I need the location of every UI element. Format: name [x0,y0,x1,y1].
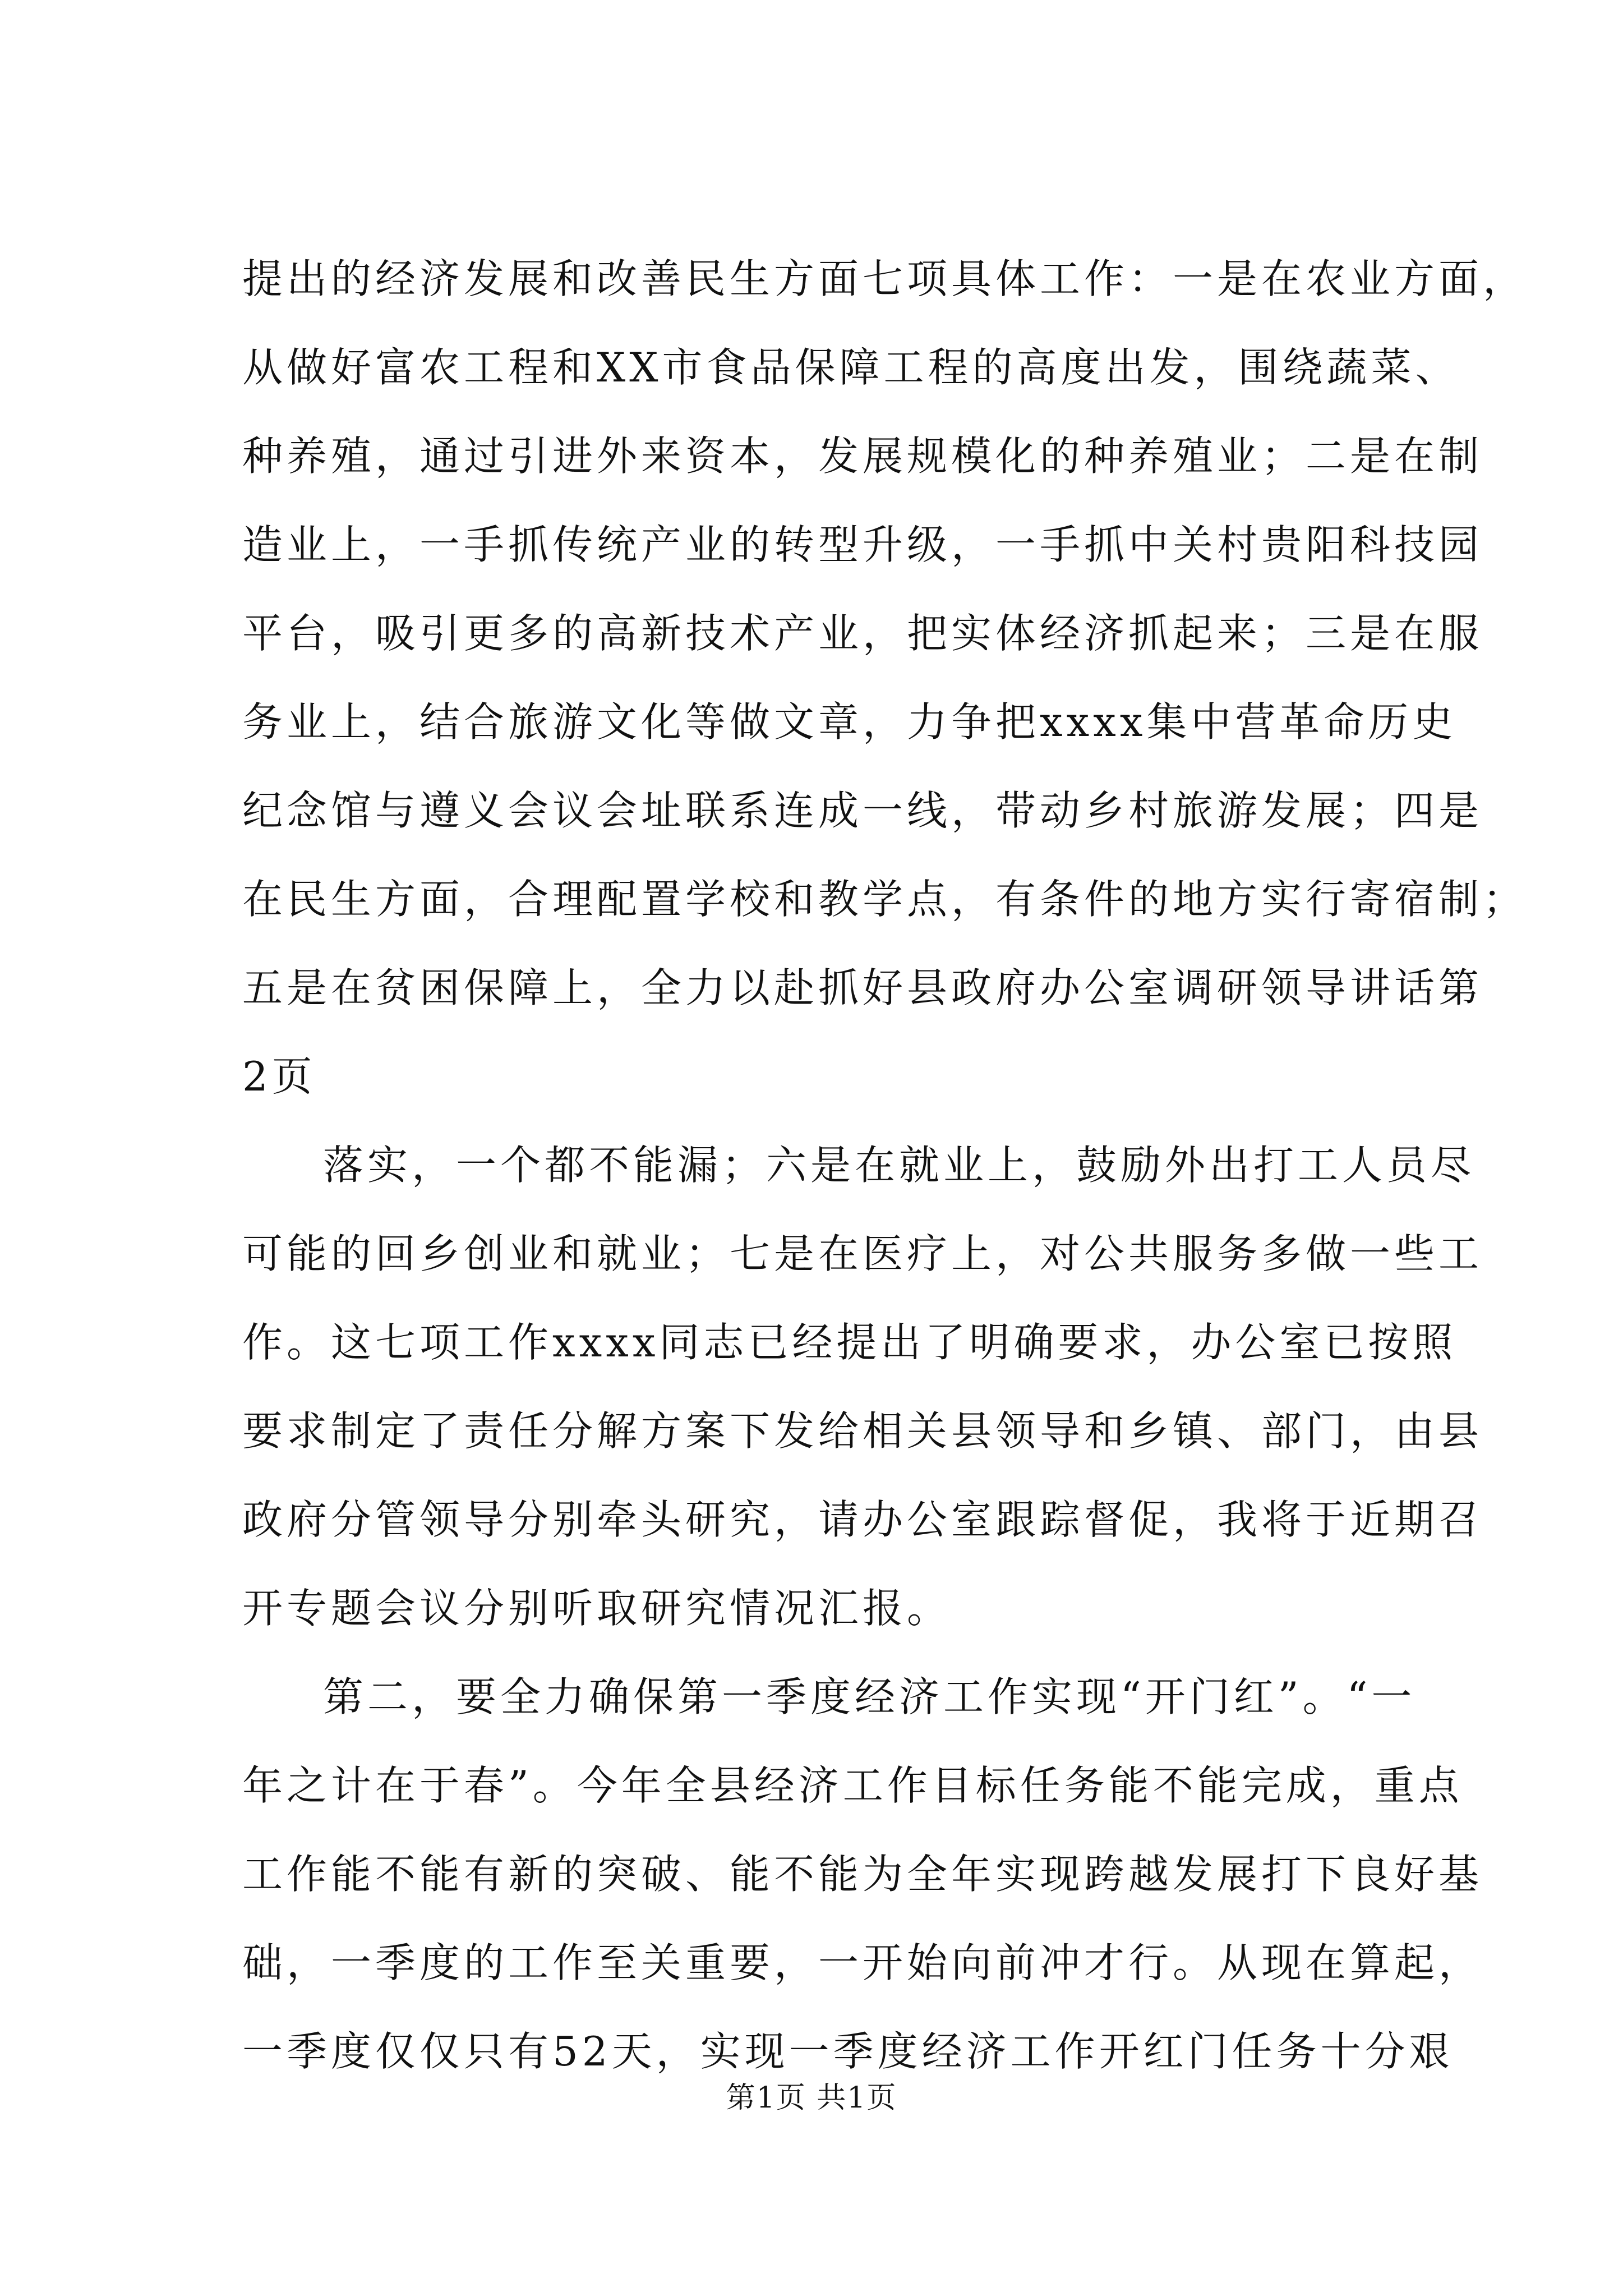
text-line: 五是在贫困保障上，全力以赴抓好县政府办公室调研领导讲话第 [242,964,1483,1011]
text-line: 平台，吸引更多的高新技术产业，把实体经济抓起来；三是在服 [242,610,1483,657]
text-line: 纪念馆与遵义会议会址联系连成一线，带动乡村旅游发展；四是 [242,787,1483,834]
text-line: 政府分管领导分别牵头研究，请办公室跟踪督促，我将于近期召 [242,1496,1483,1543]
text-line: 2页 [242,1053,316,1100]
document-body [242,234,1528,2096]
text-line: 在民生方面，合理配置学校和教学点，有条件的地方实行寄宿制； [242,876,1528,923]
text-line: 年之计在于春”。今年全县经济工作目标任务能不能完成，重点 [242,1762,1463,1809]
text-line: 作。这七项工作xxxx同志已经提出了明确要求，办公室已按照 [242,1319,1457,1366]
text-line: 务业上，结合旅游文化等做文章，力争把xxxx集中营革命历史 [242,698,1457,746]
page-footer: 第1页 共1页 [726,2081,897,2115]
text-line: 提出的经济发展和改善民生方面七项具体工作：一是在农业方面， [242,255,1528,302]
text-line: 造业上，一手抓传统产业的转型升级，一手抓中关村贵阳科技园 [242,521,1483,568]
text-line: 工作能不能有新的突破、能不能为全年实现跨越发展打下良好基 [242,1851,1483,1898]
text-line: 开专题会议分别听取研究情况汇报。 [242,1585,952,1632]
text-line: 要求制定了责任分解方案下发给相关县领导和乡镇、部门，由县 [242,1407,1483,1455]
paragraph-start-line: 第二，要全力确保第一季度经济工作实现“开门红”。“一 [323,1673,1416,1720]
text-line: 一季度仅仅只有52天，实现一季度经济工作开红门任务十分艰 [242,2028,1454,2075]
text-line: 从做好富农工程和XX市食品保障工程的高度出发，围绕蔬菜、 [242,344,1460,391]
text-line: 种养殖，通过引进外来资本，发展规模化的种养殖业；二是在制 [242,432,1483,480]
text-line: 可能的回乡创业和就业；七是在医疗上，对公共服务多做一些工 [242,1230,1483,1277]
text-line: 础，一季度的工作至关重要，一开始向前冲才行。从现在算起， [242,1939,1483,1986]
paragraph-start-line: 落实，一个都不能漏；六是在就业上，鼓励外出打工人员尽 [323,1142,1476,1189]
